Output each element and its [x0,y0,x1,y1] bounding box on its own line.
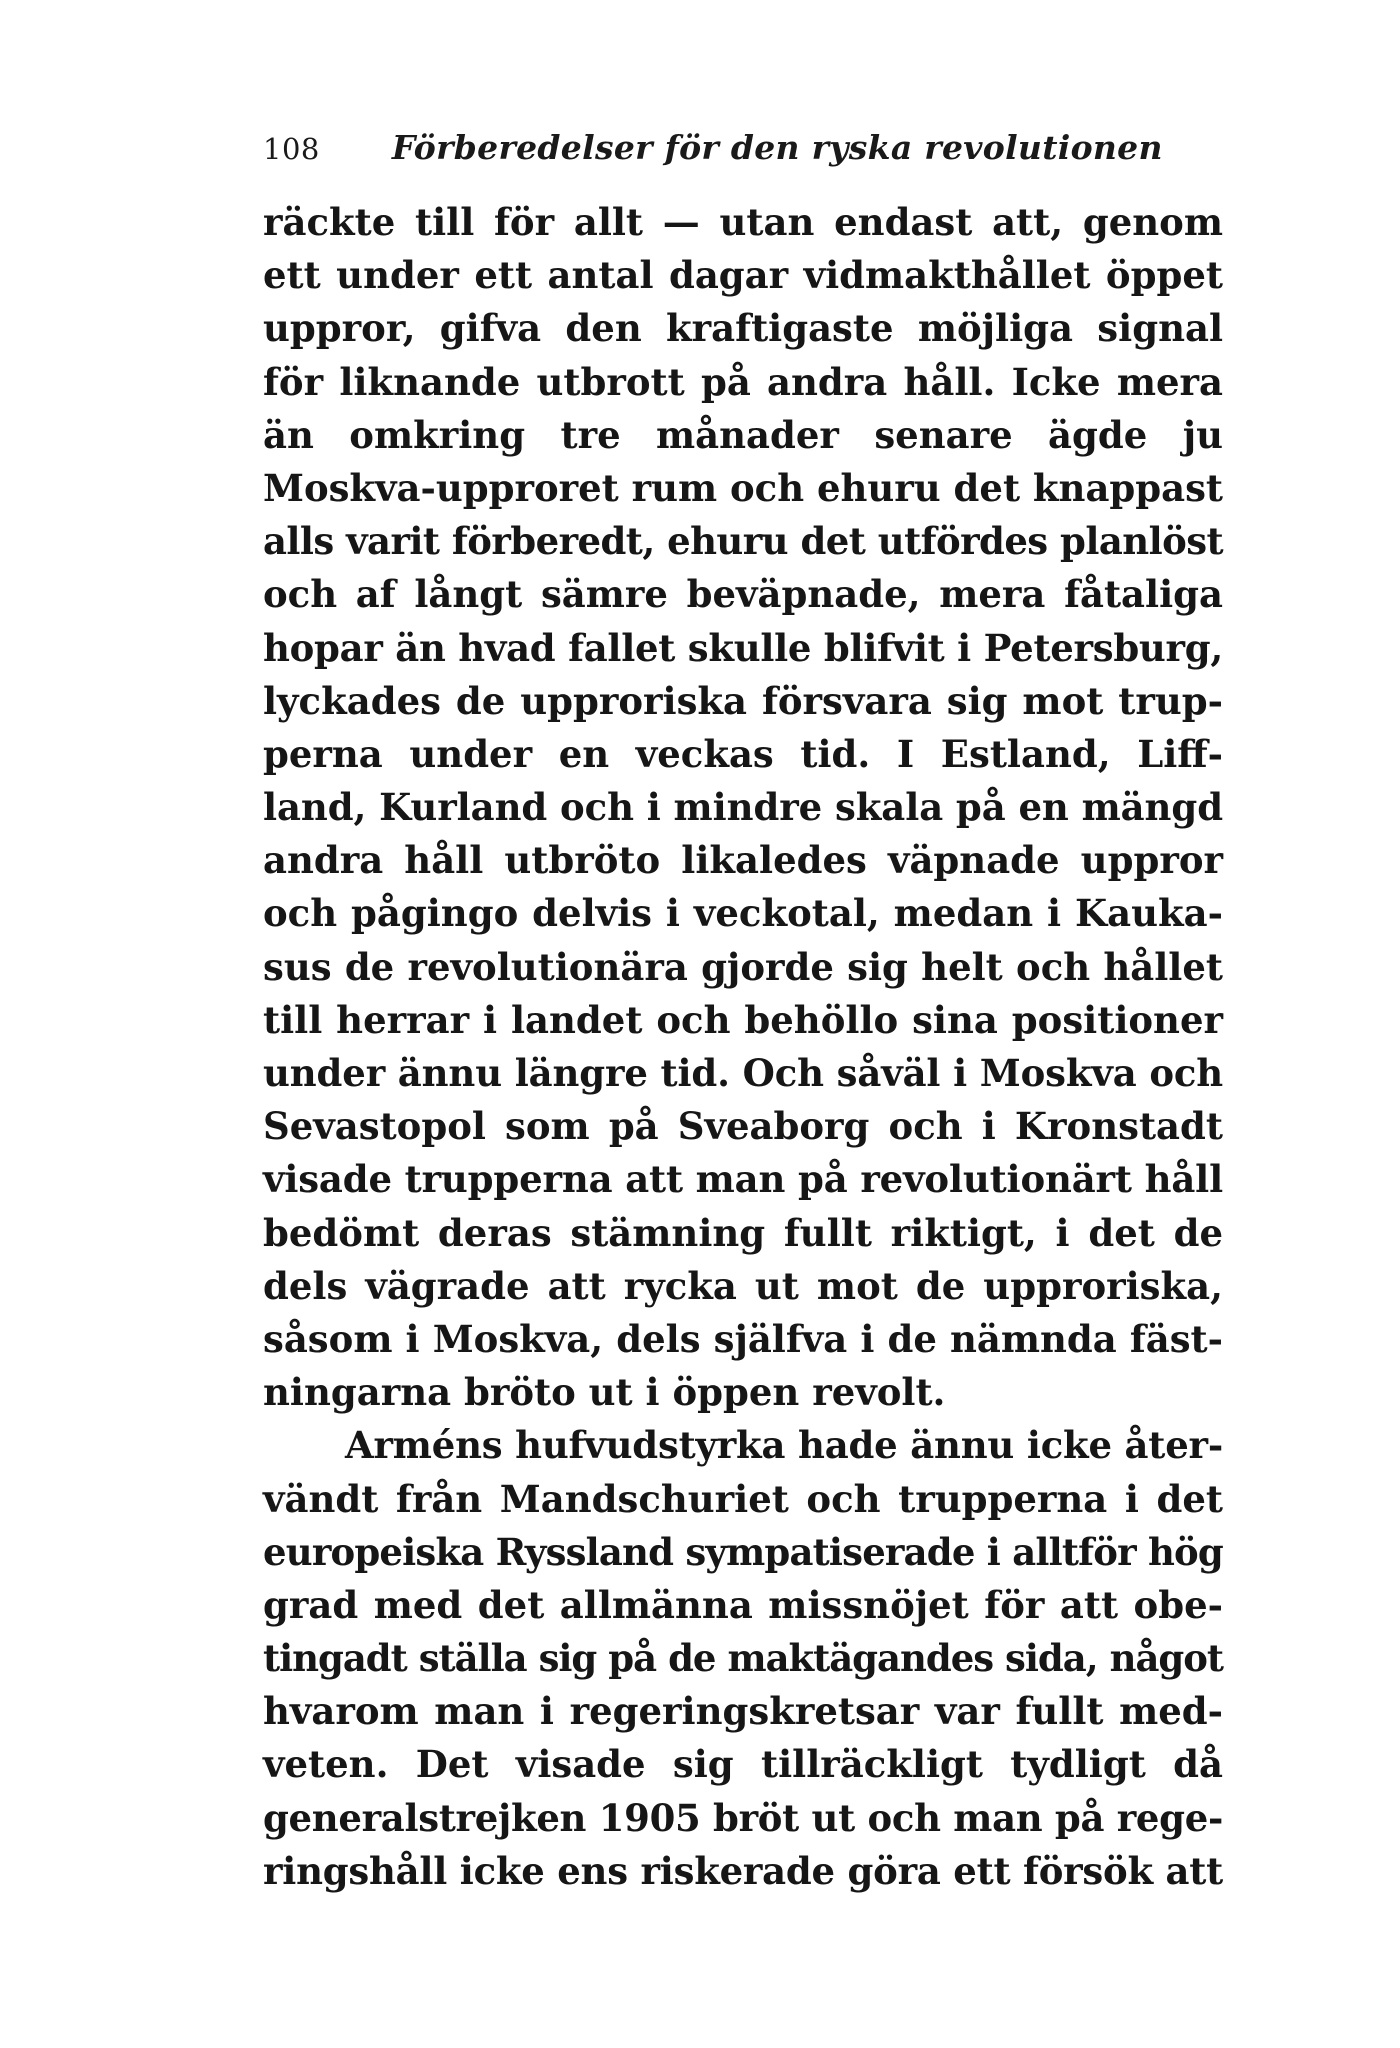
text-line: ningarna bröto ut i öppen revolt. [263,1370,946,1415]
paragraph-2 [263,1419,1223,1898]
text-line: andra håll utbröto likaledes väpnade uppror [263,838,1223,883]
text-line: land, Kurland och i mindre skala på en mängd [263,785,1223,830]
text-line: för liknande utbrott på andra håll. Icke mera [263,359,1223,404]
text-line: uppror, gifva den kraftigaste möjliga signal [263,306,1223,351]
text-line: ett under ett antal dagar vidmakthållet öppet [263,253,1223,298]
text-line: och pågingo delvis i veckotal, medan i Kauka- [263,891,1223,936]
text-line: dels vägrade att rycka ut mot de upproriska, [263,1263,1223,1308]
text-line: Moskva-upproret rum och ehuru det knappast [263,465,1223,510]
text-line: hopar än hvad fallet skulle blifvit i Petersburg, [263,625,1223,670]
text-line: och af långt sämre beväpnade, mera fåtaliga [263,572,1223,617]
text-line: Sevastopol som på Sveaborg och i Kronstadt [263,1104,1223,1149]
body-text [263,196,1223,1898]
text-line: sus de revolutionära gjorde sig helt och hållet [263,944,1223,989]
text-line: europeiska Ryssland sympatiserade i alltför hög [263,1529,1223,1574]
text-line: bedömt deras stämning fullt riktigt, i det de [263,1210,1223,1255]
text-line: räckte till för allt — utan endast att, genom [263,200,1223,244]
text-line: under ännu längre tid. Och såväl i Moskva och [263,1051,1224,1095]
page-number: 108 [263,132,320,166]
text-line: veten. Det visade sig tillräckligt tydligt då [263,1742,1223,1787]
text-line: perna under en veckas tid. I Estland, Liff- [263,731,1223,776]
text-line: generalstrejken 1905 bröt ut och man på rege- [263,1795,1223,1840]
running-header [263,128,1223,176]
text-line: vändt från Mandschuriet och trupperna i det [263,1476,1223,1521]
text-line: till herrar i landet och behöllo sina positioner [263,997,1223,1042]
text-line: lyckades de upproriska försvara sig mot trup- [263,678,1223,723]
paragraph-1 [263,196,1223,1419]
text-line: såsom i Moskva, dels själfva i de nämnda fäst- [263,1316,1223,1361]
text-line: hvarom man i regeringskretsar var fullt med- [263,1689,1223,1734]
text-line: visade trupperna att man på revolutionärt håll [263,1157,1223,1202]
running-title: Förberedelser för den ryska revolutionen [391,128,1163,167]
text-line: än omkring tre månader senare ägde ju [263,412,1223,457]
text-line: ringshåll icke ens riskerade göra ett försök att [263,1848,1223,1893]
text-line: Arméns hufvudstyrka hade ännu icke åter- [345,1423,1223,1468]
text-line: grad med det allmänna missnöjet för att obe- [263,1582,1223,1627]
text-line: tingadt ställa sig på de maktägandes sida, något [263,1636,1223,1681]
text-line: alls varit förberedt, ehuru det utfördes planlöst [263,519,1223,564]
